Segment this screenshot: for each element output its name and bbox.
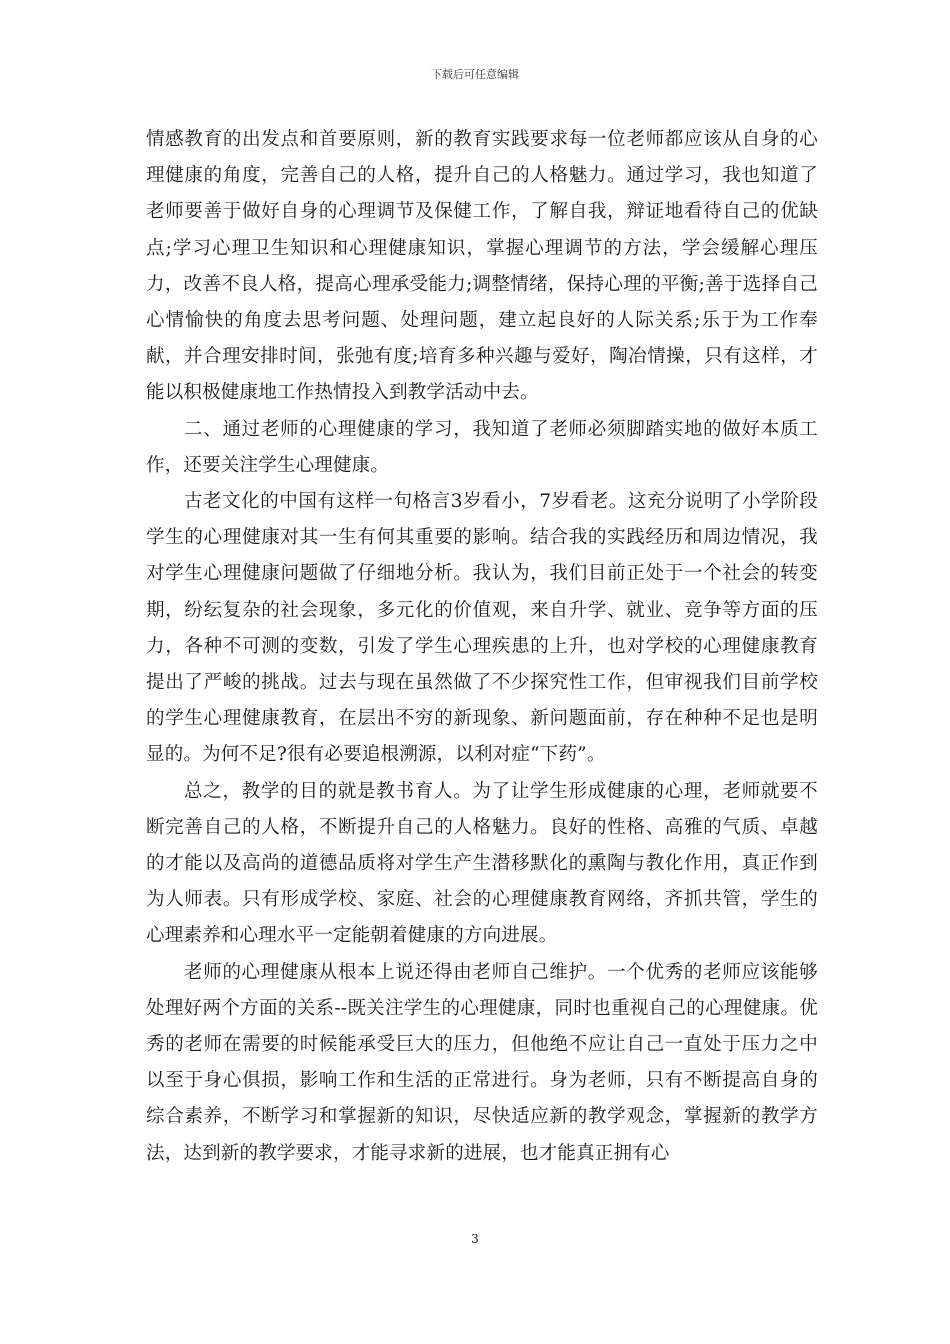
page-header: 下载后可任意编辑	[431, 68, 519, 81]
document-body	[146, 122, 818, 1172]
paragraph-teacher-health: 老师的心理健康从根本上说还得由老师自己维护。一个优秀的老师应该能够处理好两个方面的关系--既关注学生的心理健康，同时也重视自己的心理健康。优秀的老师在需要的时候能承受巨大的压力，但他绝不应让自己一直处于压力之中以至于身心俱损，影响工作和生活的正常进行。身为老师，只有不断提高自身的综合素养，不断学习和掌握新的知识，尽快适应新的教学观念，掌握新的教学方法，达到新的教学要求，才能寻求新的进展，也才能真正拥有心	[146, 961, 818, 1164]
page-number: 3	[471, 1232, 479, 1246]
paragraph-section-two: 二、通过老师的心理健康的学习，我知道了老师必须脚踏实地的做好本质工作，还要关注学生心理健康。	[146, 418, 818, 476]
paragraph-conclusion: 总之，教学的目的就是教书育人。为了让学生形成健康的心理，老师就要不断完善自己的人格，不断提升自己的人格魅力。良好的性格、高雅的气质、卓越的才能以及高尚的道德品质将对学生产生潜移默化的熏陶与教化作用，真正作到为人师表。只有形成学校、家庭、社会的心理健康教育网络，齐抓共管，学生的心理素养和心理水平一定能朝着健康的方向进展。	[146, 780, 818, 947]
paragraph-continued: 情感教育的出发点和首要原则，新的教育实践要求每一位老师都应该从自身的心理健康的角度，完善自己的人格，提升自己的人格魅力。通过学习，我也知道了老师要善于做好自身的心理调节及保健工作，了解自我，辩证地看待自己的优缺点;学习心理卫生知识和心理健康知识，掌握心理调节的方法，学会缓解心理压力，改善不良人格，提高心理承受能力;调整情绪，保持心理的平衡;善于选择自己心情愉快的角度去思考问题、处理问题，建立起良好的人际关系;乐于为工作奉献，并合理安排时间，张弛有度;培育多种兴趣与爱好，陶冶情操，只有这样，才能以积极健康地工作热情投入到教学活动中去。	[146, 129, 818, 404]
paragraph-ancient-proverb: 古老文化的中国有这样一句格言3岁看小，7岁看老。这充分说明了小学阶段学生的心理健康对其一生有何其重要的影响。结合我的实践经历和周边情况，我对学生心理健康问题做了仔细地分析。我认为，我们目前正处于一个社会的转变期，纷纭复杂的社会现象，多元化的价值观，来自升学、就业、竞争等方面的压力，各种不可测的变数，引发了学生心理疾患的上升，也对学校的心理健康教育提出了严峻的挑战。过去与现在虽然做了不少探究性工作，但审视我们目前学校的学生心理健康教育，在层出不穷的新现象、新问题面前，存在种种不足也是明显的。为何不足?很有必要追根溯源，以利对症“下药”。	[146, 491, 818, 766]
